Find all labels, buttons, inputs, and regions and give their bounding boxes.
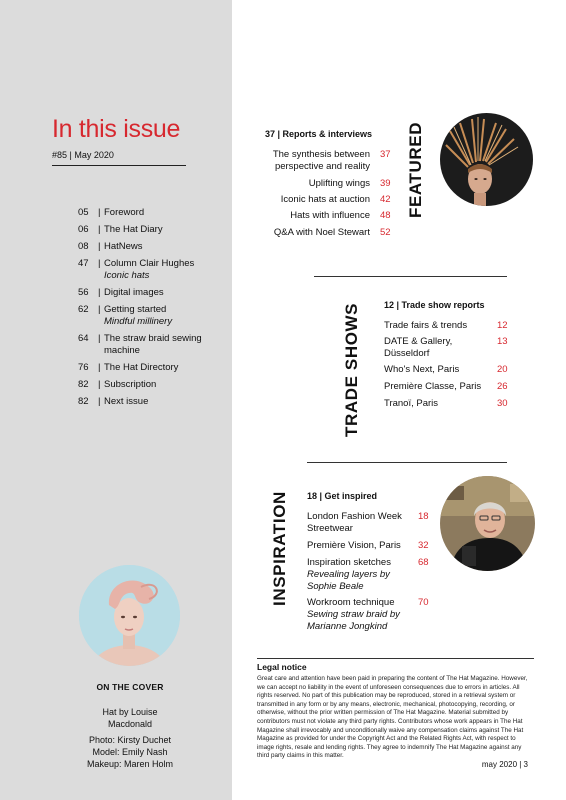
feather-hat-image	[440, 113, 533, 206]
tradeshow-item[interactable]: Who's Next, Paris	[384, 364, 460, 375]
cover-credits	[80, 682, 180, 770]
page-footer: may 2020 | 3	[481, 760, 528, 769]
separator: |	[98, 241, 101, 252]
toc-item[interactable]	[78, 304, 228, 328]
toc-page: 06	[78, 224, 89, 235]
legal-notice	[257, 662, 534, 761]
tradeshow-page: 30	[497, 398, 508, 409]
toc-subtitle: Iconic hats	[104, 270, 150, 281]
tradeshow-page: 13	[497, 336, 508, 347]
toc-page: 05	[78, 207, 89, 218]
inspiration-item[interactable]: London Fashion Week Streetwear	[307, 511, 402, 534]
toc-page: 76	[78, 362, 89, 373]
cover-heading: ON THE COVER	[96, 682, 164, 692]
tradeshow-page: 20	[497, 364, 508, 375]
toc-page: 64	[78, 333, 89, 344]
toc-label: Subscription	[104, 379, 157, 390]
legal-title: Legal notice	[257, 662, 307, 672]
tradeshow-item[interactable]: Trade fairs & trends	[384, 320, 468, 331]
contents-list	[78, 207, 228, 413]
legal-divider	[257, 658, 534, 659]
inspiration-item[interactable]	[307, 557, 412, 593]
toc-subtitle: Mindful millinery	[104, 316, 173, 327]
inspiration-heading: 18 | Get inspired	[307, 491, 378, 501]
toc-item[interactable]	[78, 379, 228, 391]
featured-section-label: FEATURED	[406, 121, 425, 218]
toc-item[interactable]	[78, 333, 228, 357]
toc-item[interactable]	[78, 224, 228, 236]
section-divider	[307, 462, 507, 463]
tradeshow-page: 12	[497, 320, 508, 331]
inspiration-page: 18	[418, 511, 429, 522]
featured-item[interactable]: Q&A with Noel Stewart	[273, 227, 370, 238]
tradeshows-section-label: TRADE SHOWS	[342, 302, 361, 437]
separator: |	[98, 362, 101, 373]
tradeshow-item[interactable]: Tranoï, Paris	[384, 398, 439, 409]
toc-label: Column Clair Hughes	[104, 258, 195, 269]
inspiration-subtitle: Sewing straw braid by Marianne Jongkind	[307, 609, 400, 632]
toc-label: The straw braid sewing machine	[104, 333, 202, 356]
toc-label: Digital images	[104, 287, 164, 298]
featured-page: 52	[380, 227, 391, 238]
inspiration-page: 68	[418, 557, 429, 568]
toc-item[interactable]	[78, 396, 228, 408]
toc-label: HatNews	[104, 241, 143, 252]
featured-item[interactable]: Hats with influence	[290, 210, 370, 221]
inspiration-title: Inspiration sketches	[307, 557, 391, 568]
toc-item[interactable]	[78, 258, 228, 282]
tradeshow-item[interactable]: DATE & Gallery, Düsseldorf	[384, 336, 453, 359]
separator: |	[98, 304, 101, 315]
toc-label: Foreword	[104, 207, 145, 218]
featured-page: 37	[380, 149, 391, 160]
inspiration-page: 70	[418, 597, 429, 608]
tradeshow-page: 26	[497, 381, 508, 392]
inspiration-page: 32	[418, 540, 429, 551]
toc-page: 08	[78, 241, 89, 252]
toc-label: The Hat Diary	[104, 224, 163, 235]
toc-item[interactable]	[78, 287, 228, 299]
featured-item[interactable]: Iconic hats at auction	[280, 194, 370, 205]
inspiration-item[interactable]	[307, 597, 417, 633]
separator: |	[98, 396, 101, 407]
milliner-portrait-image	[440, 476, 535, 571]
featured-item[interactable]: Uplifting wings	[308, 178, 370, 189]
separator: |	[98, 224, 101, 235]
toc-page: 56	[78, 287, 89, 298]
inspiration-photo	[440, 476, 535, 571]
featured-page: 39	[380, 178, 391, 189]
cover-photo	[79, 565, 180, 666]
separator: |	[98, 287, 101, 298]
cover-portrait-image	[79, 565, 180, 666]
legal-text: Great care and attention have been paid in preparing the content of The Hat Magazine. However, we can accept no liability in the event of unforeseen consequences due to errors in articles. All rights reserved. No part of this publication may be reproduced, stored in a retrieval system or transmitted in any form or by any means, electronic, mechanical, photocopying, recording, or otherwise, without the prior written permission of The Hat Magazine. Material submitted by contributors must not violate any third party rights. Contributors whose work appears in The Hat Magazine shall irrevocably and unconditionally waive any compensation claims against The Hat Magazine as provided for under the Copyright Act and the Related Rights Act, with respect to image rights, resale and lending rights. They agree to indemnify The Hat Magazine against any third party claims in this matter.	[257, 675, 528, 760]
inspiration-item[interactable]: Première Vision, Paris	[307, 540, 401, 551]
tradeshows-heading: 12 | Trade show reports	[384, 300, 485, 310]
toc-page: 47	[78, 258, 89, 269]
cover-hat-credit: Hat by Louise Macdonald	[102, 707, 158, 729]
toc-label: Getting started	[104, 304, 167, 315]
featured-page: 48	[380, 210, 391, 221]
page-title: In this issue	[52, 115, 181, 143]
featured-photo	[440, 113, 533, 206]
title-divider	[52, 165, 186, 166]
toc-item[interactable]	[78, 207, 228, 219]
featured-item[interactable]: The synthesis between perspective and reality	[272, 149, 370, 172]
separator: |	[98, 258, 101, 269]
inspiration-section-label: INSPIRATION	[270, 491, 289, 606]
separator: |	[98, 207, 101, 218]
inspiration-title: Workroom technique	[307, 597, 395, 608]
issue-number: #85 | May 2020	[52, 150, 114, 160]
toc-page: 82	[78, 396, 89, 407]
toc-item[interactable]	[78, 241, 228, 253]
toc-label: Next issue	[104, 396, 149, 407]
featured-heading: 37 | Reports & interviews	[265, 129, 373, 139]
cover-makeup-credit: Makeup: Maren Holm	[86, 759, 174, 769]
cover-photo-credit: Photo: Kirsty Duchet	[88, 735, 172, 745]
tradeshow-item[interactable]: Première Classe, Paris	[384, 381, 482, 392]
cover-model-credit: Model: Emily Nash	[92, 747, 168, 757]
section-divider	[314, 276, 507, 277]
separator: |	[98, 379, 101, 390]
toc-page: 62	[78, 304, 89, 315]
featured-page: 42	[380, 194, 391, 205]
toc-item[interactable]	[78, 362, 228, 374]
toc-page: 82	[78, 379, 89, 390]
toc-label: The Hat Directory	[104, 362, 179, 373]
inspiration-subtitle: Revealing layers by Sophie Beale	[307, 569, 390, 592]
separator: |	[98, 333, 101, 344]
